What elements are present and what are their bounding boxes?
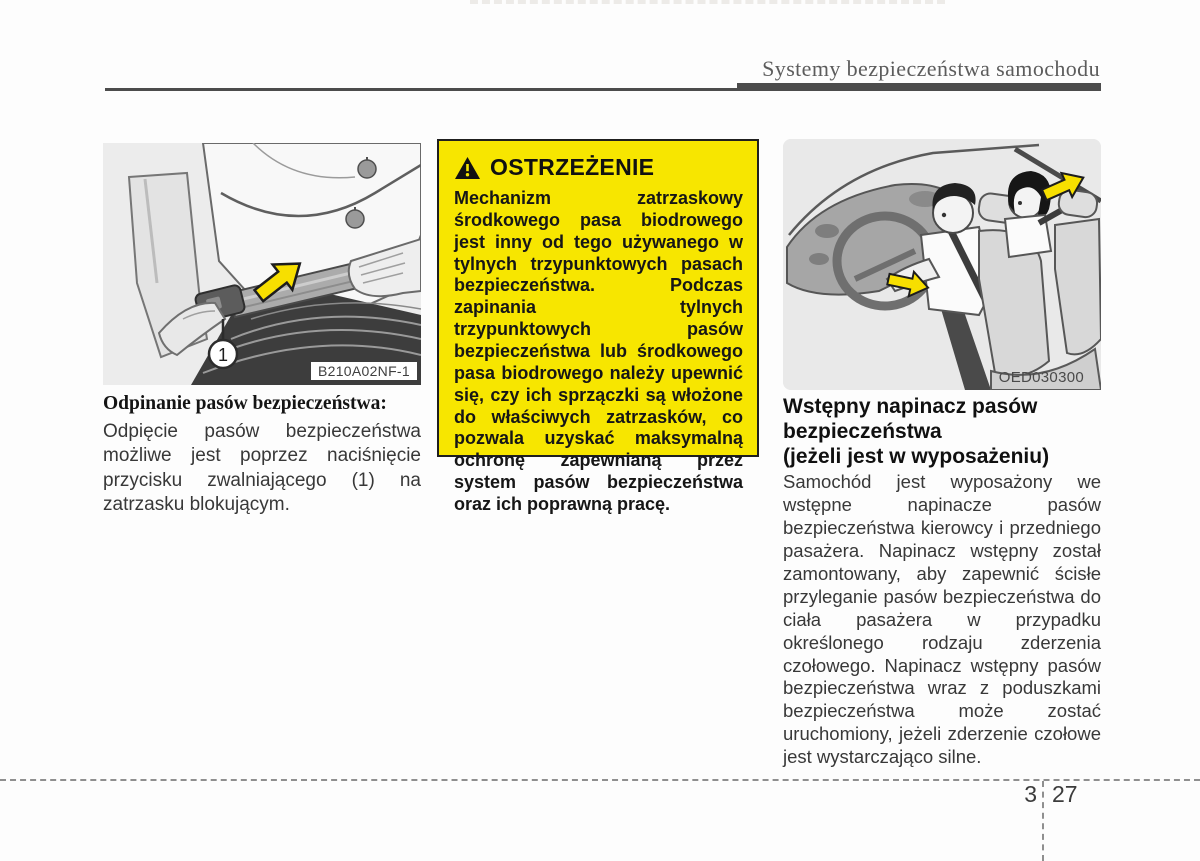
left-section-body: Odpięcie pasów bezpieczeństwa możliwe jest poprzez naciśnięcie przycisku zwalniającego (1) na zatrzasku blokującym.	[103, 421, 421, 515]
warning-box	[437, 139, 759, 515]
pretensioner-figure	[783, 139, 1101, 390]
header-rule-thin	[105, 88, 737, 91]
warning-triangle-icon	[454, 156, 481, 180]
seatbelt-release-figure	[103, 143, 421, 385]
button	[346, 210, 364, 228]
warning-title: OSTRZEŻENIE	[490, 154, 655, 180]
right-section-body: Samochód jest wyposażony we wstępne napinacze pasów bezpieczeństwa kierowcy i przedniego pasażera. Napinacz wstępny został zamontowany, aby zapewnić ścisłe przyleganie pasów bezpieczeństwa do ciała pasażera w przypadku określonego rodzaju zderzenia czołowego. Napinacz wstępny pasów bezpieczeństwa wraz z poduszkami bezpieczeństwa może zostać uruchomiony, jeżeli zderzenie czołowe jest wystarczająco silne.	[783, 471, 1101, 768]
right-section-heading	[783, 395, 1113, 469]
right-heading-line: bezpieczeństwa	[783, 419, 942, 443]
chapter-header-title: Systemy bezpieczeństwa samochodu	[762, 56, 1100, 81]
chapter-number: 3	[1024, 781, 1037, 807]
footer-dashed-line	[0, 779, 1200, 781]
right-heading-line: (jeżeli jest w wyposażeniu)	[783, 444, 1050, 468]
page-number: 27	[1052, 781, 1200, 861]
header-rule-thick	[737, 83, 1101, 91]
left-section-heading: Odpinanie pasów bezpieczeństwa:	[103, 393, 387, 414]
seatbelt-release-illustration	[103, 143, 421, 385]
figure-code-caption: B210A02NF-1	[311, 362, 417, 380]
button	[358, 160, 376, 178]
warning-body: Mechanizm zatrzaskowy środkowego pasa biodrowego jest inny od tego używanego w tylnych trzypunktowych pasach bezpieczeństwa. Podczas zapinania tylnych trzypunktowych pasów bezpieczeństwa lub środkowego pasa biodrowego należy upewnić się, czy ich sprzączki są włożone do właściwych zatrzasków, co pozwala uzyskać maksymalną ochronę zapewnianą przez system pasów bezpieczeństwa oraz ich poprawną pracę.	[454, 188, 743, 515]
footer-dashed-divider	[1042, 781, 1044, 861]
callout-label: 1	[217, 345, 229, 365]
top-edge-dashed-line	[470, 0, 945, 4]
pretensioner-illustration	[783, 139, 1101, 390]
right-heading-line: Wstępny napinacz pasów	[783, 395, 1038, 418]
warning-header	[454, 154, 743, 181]
figure-code-caption: OED030300	[998, 369, 1084, 386]
